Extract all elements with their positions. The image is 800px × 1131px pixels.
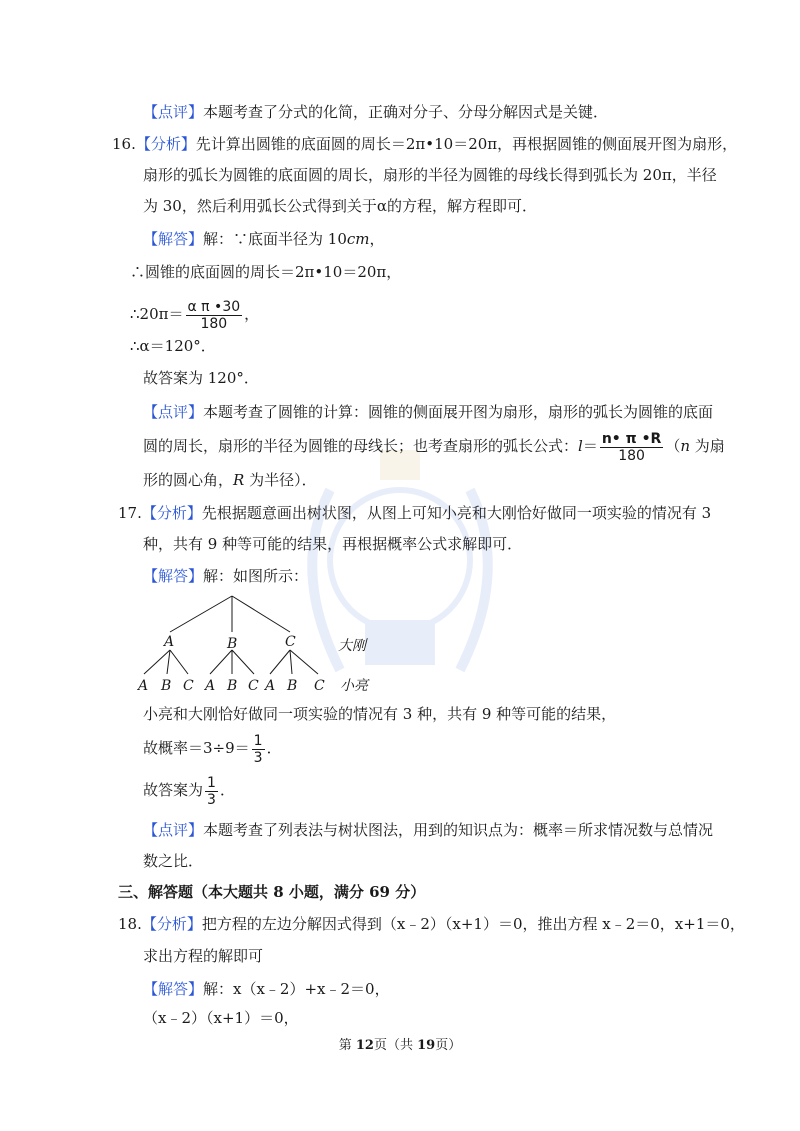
tree-node: B [227, 636, 238, 652]
math-var: R [233, 471, 245, 489]
comment-text: 本题考查了圆锥的计算：圆锥的侧面展开图为扇形，扇形的弧长为圆锥的底面 [203, 403, 714, 421]
comment-text: 为半径）． [244, 471, 317, 489]
page-footer [0, 1034, 800, 1053]
question-number: 18. [118, 915, 142, 933]
fraction-numerator: 1 [207, 774, 216, 791]
analysis-text: 先计算出圆锥的底面圆的周长＝2π•10＝20π，再根据圆锥的侧面展开图为扇形， [195, 135, 738, 153]
fraction [252, 733, 265, 766]
tree-label-bottom: 小亮 [340, 678, 368, 694]
tree-leaf: A [265, 678, 276, 694]
question-number: 17. [118, 504, 142, 522]
q16-analysis-line3: 为 30，然后利用弧长公式得到关于α的方程，解方程即可． [143, 197, 537, 215]
total-pages: 19 [417, 1038, 436, 1053]
q16-final: 故答案为 120°． [143, 369, 259, 387]
q17-analysis-line2: 种，共有 9 种等可能的结果，再根据概率公式求解即可． [143, 535, 523, 553]
tree-leaf: B [227, 678, 238, 694]
q16-step2 [130, 296, 259, 332]
tree-leaf: B [161, 678, 172, 694]
footer-text: 页（共 [373, 1038, 418, 1053]
q18-answer-line1 [143, 979, 390, 999]
q16-answer-line1 [143, 229, 385, 249]
fraction [600, 431, 663, 464]
tree-leaf: B [287, 678, 298, 694]
analysis-tag: 【分析】 [141, 915, 202, 933]
tree-leaf: C [314, 678, 325, 694]
q17-answer-line1 [143, 566, 308, 586]
answer-text: 解：∵底面半径为 10 [203, 230, 347, 248]
fraction [186, 299, 243, 332]
step-punct: ， [244, 305, 260, 323]
fraction-denominator: 3 [207, 791, 216, 808]
step-punct: ． [266, 739, 282, 757]
analysis-text: 把方程的左边分解因式得到（x﹣2）（x+1）＝0，推出方程 x﹣2＝0，x+1＝0， [201, 915, 745, 933]
analysis-tag: 【分析】 [141, 504, 202, 522]
q18-step1: （x﹣2）（x+1）＝0， [143, 1009, 299, 1027]
fraction-denominator: 180 [618, 447, 645, 464]
q16-analysis-line2: 扇形的弧长为圆锥的底面圆的周长，扇形的半径为圆锥的母线长得到弧长为 20π，半径 [143, 166, 717, 184]
step-text: 故答案为 [143, 781, 204, 799]
answer-tag: 【解答】 [143, 230, 204, 248]
q17-analysis-line1 [118, 503, 711, 523]
q17-result: 小亮和大刚恰好做同一项实验的情况有 3 种，共有 9 种等可能的结果， [143, 705, 617, 723]
comment-tag: 【点评】 [143, 821, 204, 839]
tree-leaf: A [138, 678, 149, 694]
footer-text: 页） [435, 1038, 462, 1053]
tree-leaf: C [248, 678, 259, 694]
comment-text: 圆的周长，扇形的半径为圆锥的母线长；也考查扇形的弧长公式： [143, 437, 579, 455]
analysis-text: 先根据题意画出树状图，从图上可知小亮和大刚恰好做同一项实验的情况有 3 [201, 504, 712, 522]
footer-text: 第 [338, 1038, 356, 1053]
tree-node: C [285, 634, 296, 650]
comment-text: 本题考查了分式的化简，正确对分子、分母分解因式是关键． [203, 103, 609, 121]
tree-leaf: A [205, 678, 216, 694]
comment-text: 为扇 [690, 437, 725, 455]
answer-tag: 【解答】 [143, 567, 204, 585]
p15-comment-line [143, 102, 608, 122]
tree-label-top: 大刚 [338, 638, 366, 654]
q16-step3: ∴α＝120°． [130, 337, 216, 355]
q16-step1: ∴圆锥的底面圆的周长＝2π•10＝20π， [130, 263, 402, 281]
section-heading: 三、解答题（本大题共 8 小题，满分 69 分） [118, 883, 426, 901]
page-number: 12 [355, 1038, 374, 1053]
comment-tag: 【点评】 [143, 103, 204, 121]
q16-comment-line3 [143, 470, 317, 490]
q18-analysis-line2: 求出方程的解即可 [143, 947, 264, 965]
step-text: 故概率＝3÷9＝ [143, 739, 250, 757]
q16-analysis-line1 [112, 134, 737, 154]
comment-text: 本题考查了列表法与树状图法，用到的知识点为：概率＝所求情况数与总情况 [203, 821, 714, 839]
fraction-numerator: 1 [253, 732, 263, 749]
comment-text: 形的圆心角， [143, 471, 234, 489]
answer-punct: ， [369, 230, 385, 248]
q17-comment-line2: 数之比． [143, 852, 204, 870]
answer-tag: 【解答】 [143, 980, 204, 998]
answer-text: 解：如图所示： [203, 567, 309, 585]
answer-text: 解：x（x﹣2）+x﹣2＝0， [203, 980, 390, 998]
analysis-tag: 【分析】 [135, 135, 196, 153]
q16-comment-line2 [143, 428, 725, 464]
step-text: ∴20π＝ [130, 305, 184, 323]
q17-comment-line1 [143, 820, 713, 840]
q18-analysis-line1 [118, 914, 745, 934]
unit-text: cm [346, 230, 370, 248]
q17-final [143, 770, 235, 810]
math-var: l [578, 437, 583, 455]
fraction-numerator: α π •30 [187, 298, 241, 315]
tree-diagram [130, 592, 390, 697]
comment-text: （ [665, 437, 681, 455]
math-var: n [680, 437, 690, 455]
fraction-numerator: n• π •R [601, 430, 662, 447]
q16-comment-line1 [143, 402, 713, 422]
comment-tag: 【点评】 [143, 403, 204, 421]
tree-node: A [164, 634, 175, 650]
question-number: 16. [112, 135, 136, 153]
step-punct: ． [219, 781, 235, 799]
tree-leaf: C [183, 678, 194, 694]
q17-probability [143, 728, 282, 768]
fraction-denominator: 180 [200, 315, 228, 332]
math-eq: ＝ [582, 437, 598, 455]
fraction-denominator: 3 [253, 749, 263, 766]
fraction [205, 775, 218, 808]
